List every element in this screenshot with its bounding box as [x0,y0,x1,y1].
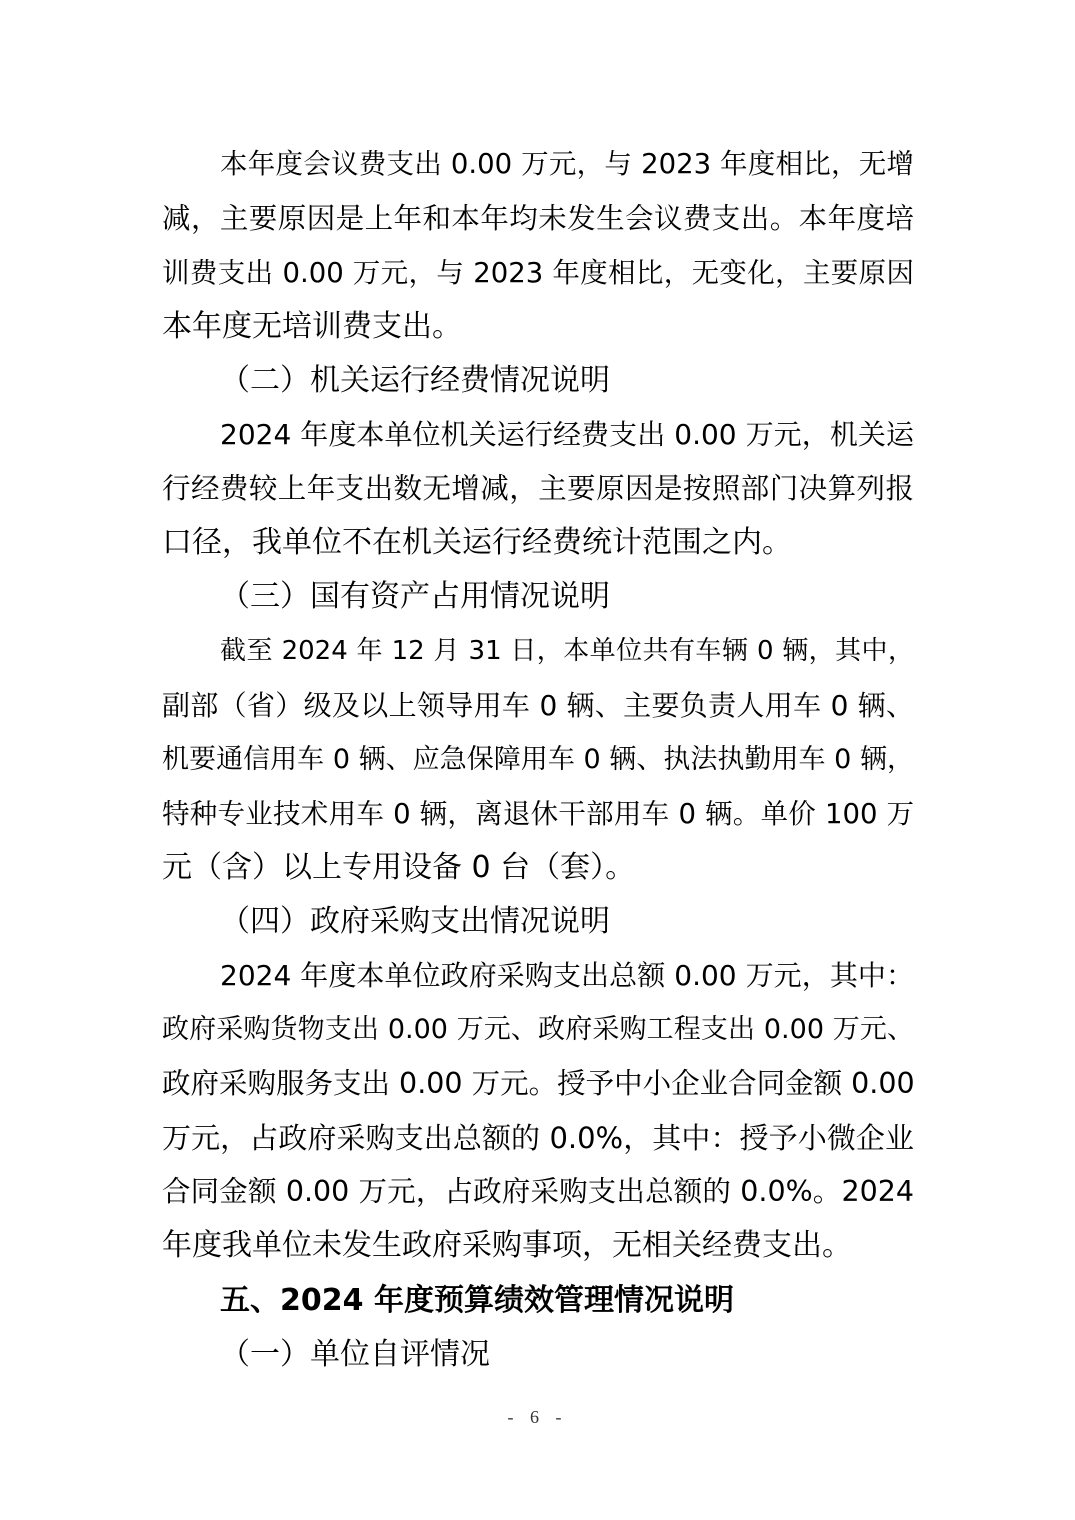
paragraph-line: 2024 年度本单位政府采购支出总额 0.00 万元，其中： [220,959,914,992]
paragraph-line: 合同金额 0.00 万元，占政府采购支出总额的 0.0%。2024 [162,1175,914,1208]
paragraph-line: 万元，占政府采购支出总额的 0.0%，其中：授予小微企业 [162,1121,914,1155]
paragraph-line: 特种专业技术用车 0 辆，离退休干部用车 0 辆。单价 100 万 [162,798,914,830]
paragraph-line: 政府采购货物支出 0.00 万元、政府采购工程支出 0.00 万元、 [162,1014,914,1045]
paragraph-line: 本年度会议费支出 0.00 万元，与 2023 年度相比，无增 [220,148,914,180]
page-number: - 6 - [507,1407,568,1427]
paragraph-line: 减，主要原因是上年和本年均未发生会议费支出。本年度培 [162,202,914,235]
section-heading: 五、2024 年度预算绩效管理情况说明 [220,1283,734,1318]
section-heading: （二）机关运行经费情况说明 [220,363,610,398]
paragraph-line: 副部（省）级及以上领导用车 0 辆、主要负责人用车 0 辆、 [162,689,914,722]
paragraph-line: 行经费较上年支出数无增减，主要原因是按照部门决算列报 [162,472,914,505]
paragraph-line: 年度我单位未发生政府采购事项，无相关经费支出。 [162,1228,852,1263]
paragraph-line: 口径，我单位不在机关运行经费统计范围之内。 [162,525,792,560]
paragraph-line: 元（含）以上专用设备 0 台（套）。 [162,850,636,885]
paragraph-line: 机要通信用车 0 辆、应急保障用车 0 辆、执法执勤用车 0 辆， [162,744,914,775]
paragraph-line: 2024 年度本单位机关运行经费支出 0.00 万元，机关运 [220,418,914,451]
subsection-heading: （一）单位自评情况 [220,1337,490,1372]
paragraph-line: 训费支出 0.00 万元，与 2023 年度相比，无变化，主要原因 [162,257,914,289]
section-heading: （三）国有资产占用情况说明 [220,579,610,614]
paragraph-line: 本年度无培训费支出。 [162,309,462,344]
paragraph-line: 截至 2024 年 12 月 31 日，本单位共有车辆 0 辆，其中， [220,636,914,666]
section-heading: （四）政府采购支出情况说明 [220,904,610,939]
paragraph-line: 政府采购服务支出 0.00 万元。授予中小企业合同金额 0.00 [162,1067,915,1100]
